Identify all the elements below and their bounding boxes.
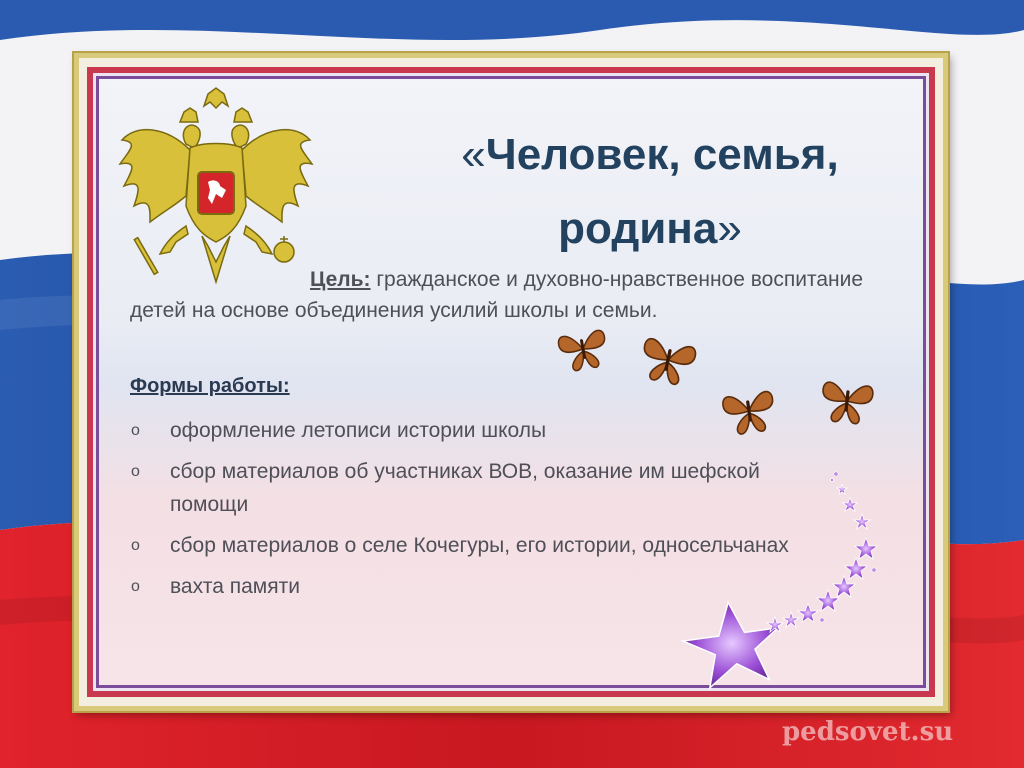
- russian-coat-of-arms-icon: [116, 86, 316, 286]
- goal-label: Цель:: [310, 268, 371, 291]
- title-line-2: родина: [558, 204, 718, 253]
- list-item: [130, 414, 810, 447]
- bullet-icon: o: [131, 537, 140, 554]
- page-title: [400, 118, 900, 266]
- goal-paragraph: [130, 264, 865, 326]
- purple-star-icon: [676, 466, 896, 696]
- list-item-text: сбор материалов об участниках ВОВ, оказание им шефской помощи: [170, 460, 760, 516]
- butterfly-icon: [815, 372, 878, 430]
- butterfly-icon: [717, 381, 782, 441]
- bullet-icon: o: [131, 578, 140, 595]
- bullet-icon: o: [131, 463, 140, 480]
- bullet-icon: o: [131, 422, 140, 439]
- watermark-text: pedsovet.su: [782, 717, 954, 747]
- title-close-quote: »: [717, 204, 742, 253]
- list-item-text: оформление летописи истории школы: [170, 419, 547, 442]
- list-item-text: вахта памяти: [170, 575, 300, 598]
- forms-heading: Формы работы:: [130, 375, 290, 397]
- goal-text: гражданское и духовно-нравственное воспитание детей на основе объединения усилий школы и семьи.: [130, 268, 864, 322]
- list-item-text: сбор материалов о селе Кочегуры, его истории, односельчанах: [170, 534, 789, 557]
- title-line-1: Человек, семья,: [485, 130, 839, 179]
- butterfly-icon: [552, 321, 614, 378]
- title-open-quote: «: [461, 130, 486, 179]
